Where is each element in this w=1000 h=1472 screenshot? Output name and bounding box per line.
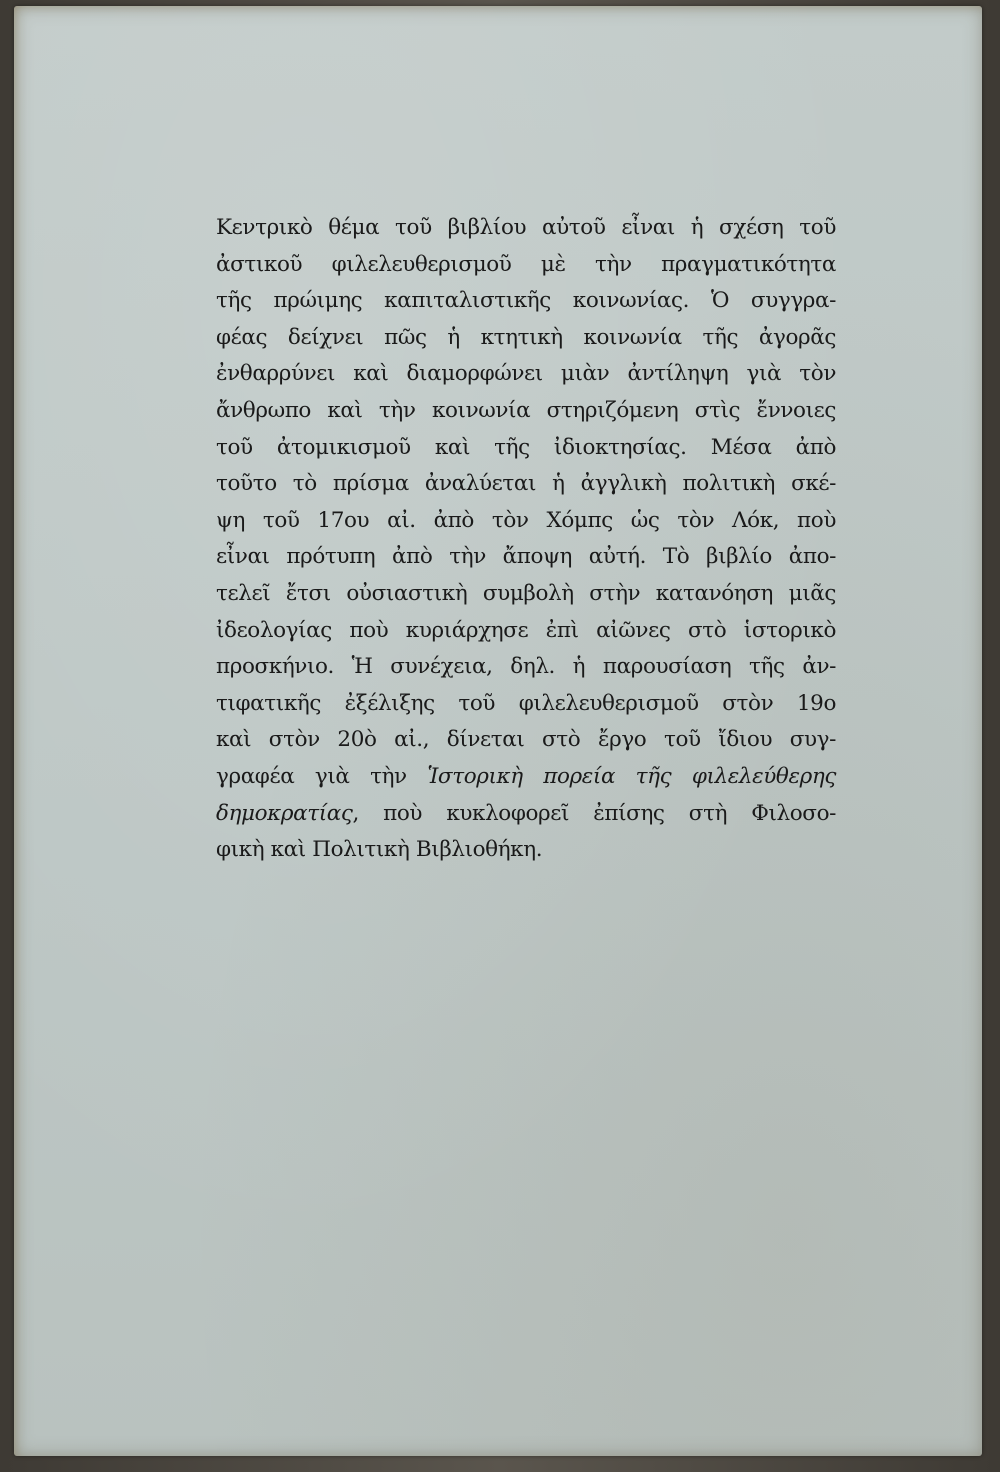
blurb-line-18: φικὴ καὶ Πολιτικὴ Βιβλιοθήκη.: [216, 837, 543, 863]
blurb-line-10: εἶναι πρότυπη ἀπὸ τὴν ἄποψη αὐτή. Τὸ βιβλίο ἀπο-: [216, 544, 836, 570]
blurb-line-16: [216, 759, 836, 796]
blurb-line-16-text: γραφέα γιὰ τὴν: [216, 763, 428, 789]
blurb-line-17: [216, 796, 836, 833]
blurb-line-2: ἀστικοῦ φιλελευθερισμοῦ μὲ τὴν πραγματικότητα: [216, 251, 836, 277]
related-book-title-part-2: δημοκρατίας: [216, 800, 353, 826]
blurb-line-17-text: , ποὺ κυκλοφορεῖ ἐπίσης στὴ Φιλοσο-: [352, 800, 836, 826]
blurb-line-4: φέας δείχνει πῶς ἡ κτητικὴ κοινωνία τῆς ἀγορᾶς: [216, 324, 836, 350]
blurb-line-12: ἰδεολογίας ποὺ κυριάρχησε ἐπὶ αἰῶνες στὸ ἱστορικὸ: [216, 617, 836, 643]
blurb-line-11: τελεῖ ἔτσι οὐσιαστικὴ συμβολὴ στὴν κατανόηση μιᾶς: [216, 580, 836, 606]
blurb-line-5: ἐνθαρρύνει καὶ διαμορφώνει μιὰν ἀντίληψη γιὰ τὸν: [216, 361, 836, 387]
blurb-line-3: τῆς πρώιμης καπιταλιστικῆς κοινωνίας. Ὁ συγγρα-: [216, 288, 836, 314]
blurb-line-1: Κεντρικὸ θέμα τοῦ βιβλίου αὐτοῦ εἶναι ἡ σχέση τοῦ: [216, 215, 836, 240]
back-cover-blurb: [216, 210, 836, 869]
blurb-line-14: τιφατικῆς ἐξέλιξης τοῦ φιλελευθερισμοῦ στὸν 19ο: [216, 690, 836, 716]
blurb-line-15: καὶ στὸν 20ὸ αἰ., δίνεται στὸ ἔργο τοῦ ἴδιου συγ-: [216, 727, 836, 753]
blurb-line-7: τοῦ ἀτομικισμοῦ καὶ τῆς ἰδιοκτησίας. Μέσα ἀπὸ: [216, 434, 836, 460]
blurb-line-13: προσκήνιο. Ἡ συνέχεια, δηλ. ἡ παρουσίαση τῆς ἀν-: [216, 654, 836, 680]
blurb-line-6: ἄνθρωπο καὶ τὴν κοινωνία στηριζόμενη στὶς ἔννοιες: [216, 397, 836, 423]
related-book-title-part-1: Ἱστορικὴ πορεία τῆς φιλελεύθερης: [427, 763, 836, 789]
blurb-line-8: τοῦτο τὸ πρίσμα ἀναλύεται ἡ ἀγγλικὴ πολιτικὴ σκέ-: [216, 471, 836, 497]
blurb-line-9: ψη τοῦ 17ου αἰ. ἀπὸ τὸν Χόμπς ὡς τὸν Λόκ, ποὺ: [216, 507, 836, 533]
